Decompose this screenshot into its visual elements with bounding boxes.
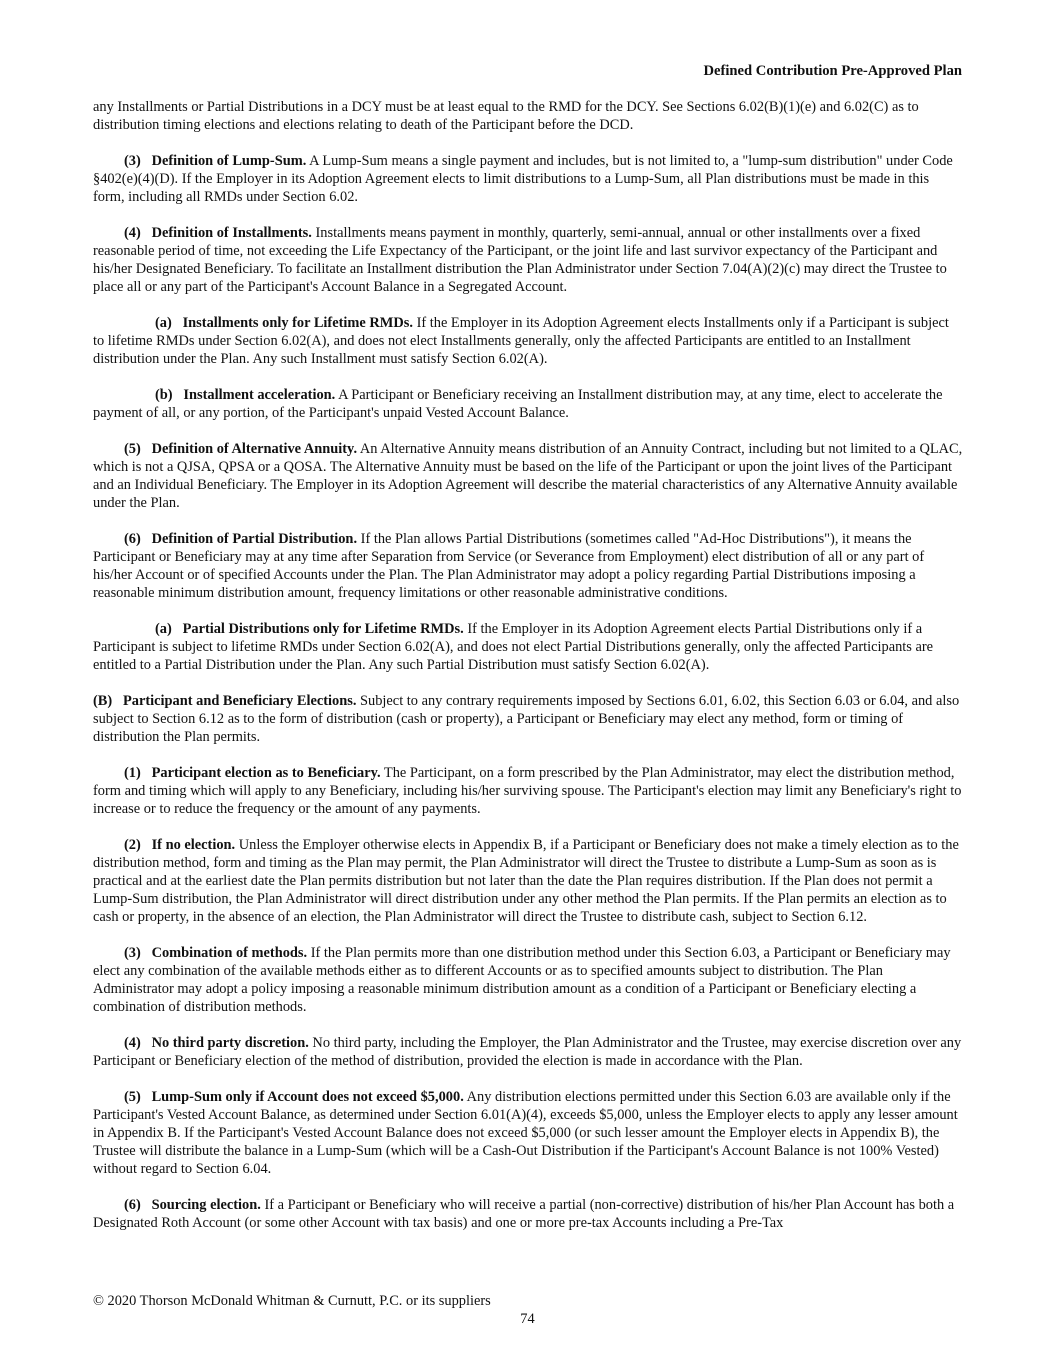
section-number: (a) xyxy=(155,315,172,331)
paragraph-text: If the Employer in its Adoption Agreement elects Partial Distributions only if a Participant is subject to lifetime RMDs under Section 6.02(A), and does not elect Partial Distributions generally, only the affected Participants are entitled to a Partial Distribution under the Plan. Any such Partial Distribution must satisfy Section 6.02(A). xyxy=(93,621,934,673)
paragraph xyxy=(93,386,963,422)
paragraph-text: No third party, including the Employer, the Plan Administrator and the Trustee, may exercise discretion over any Participant or Beneficiary election of the method of distribution, provided the election is made in accordance with the Plan. xyxy=(93,1035,962,1069)
paragraph-text: any Installments or Partial Distributions in a DCY must be at least equal to the RMD for the DCY. See Sections 6.02(B)(1)(e) and 6.02(C) as to distribution timing elections and elections relating to death of the Participant before the DCD. xyxy=(93,99,919,133)
page-number: 74 xyxy=(520,1311,535,1327)
section-heading: Definition of Installments. xyxy=(151,225,312,241)
section-heading: Definition of Alternative Annuity. xyxy=(151,441,358,457)
paragraph xyxy=(93,764,963,818)
paragraph-text: The Participant, on a form prescribed by the Plan Administrator, may elect the distribution method, form and timing which will apply to any Beneficiary, including his/her surviving spouse. The Participant's election may limit any Beneficiary's right to increase or to reduce the frequency or the amount of any payments. xyxy=(93,765,962,817)
paragraph-text: Subject to any contrary requirements imposed by Sections 6.01, 6.02, this Section 6.03 or 6.04, and also subject to Section 6.12 as to the form of distribution (cash or property), a Participant or Beneficiary may elect any method, form or timing of distribution the Plan permits. xyxy=(93,693,960,745)
section-number: (6) xyxy=(124,1197,141,1213)
paragraph xyxy=(93,620,963,674)
section-number: (3) xyxy=(124,945,141,961)
section-number: (5) xyxy=(124,1089,141,1105)
section-heading: Partial Distributions only for Lifetime RMDs. xyxy=(182,621,464,637)
paragraph-text: Installments means payment in monthly, quarterly, semi-annual, annual or other installments over a fixed reasonable period of time, not exceeding the Life Expectancy of the Participant, or the joint life and last survivor expectancy of the Participant and his/her Designated Beneficiary. To facilitate an Installment distribution the Plan Administrator under Section 7.04(A)(2)(c) may direct the Trustee to place all or any part of the Participant's Account Balance in a Segregated Account. xyxy=(93,225,947,295)
paragraph-text: An Alternative Annuity means distribution of an Annuity Contract, including but not limited to a QLAC, which is not a QJSA, QPSA or a QOSA. The Alternative Annuity must be based on the life of the Participant or upon the joint lives of the Participant and an Individual Beneficiary. The Employer in its Adoption Agreement will describe the material characteristics of any Alternative Annuity available under the Plan. xyxy=(93,441,963,511)
footer-copyright: © 2020 Thorson McDonald Whitman & Curnutt, P.C. or its suppliers xyxy=(93,1293,491,1309)
section-heading: Lump-Sum only if Account does not exceed $5,000. xyxy=(151,1089,464,1105)
paragraph xyxy=(93,440,963,512)
paragraph-text: If a Participant or Beneficiary who will receive a partial (non-corrective) distribution of his/her Plan Account has both a Designated Roth Account (or some other Account with tax basis) and one or more pre-tax Accounts including a Pre-Tax xyxy=(93,1197,955,1231)
section-number: (4) xyxy=(124,225,141,241)
section-heading: No third party discretion. xyxy=(151,1035,309,1051)
section-number: (B) xyxy=(93,693,113,709)
paragraph xyxy=(93,1088,963,1178)
paragraph-text: If the Plan permits more than one distribution method under this Section 6.03, a Participant or Beneficiary may elect any combination of the available methods either as to different Accounts or as to specified amounts subject to distribution. The Plan Administrator may adopt a policy imposing a reasonable minimum distribution amount as a condition of a Participant or Beneficiary electing a combination of distribution methods. xyxy=(93,945,951,1015)
section-number: (6) xyxy=(124,531,141,547)
section-heading: Installment acceleration. xyxy=(183,387,336,403)
page-header-title: Defined Contribution Pre-Approved Plan xyxy=(703,63,962,79)
section-number: (1) xyxy=(124,765,141,781)
paragraph xyxy=(93,1196,963,1232)
paragraph xyxy=(93,224,963,296)
section-number: (3) xyxy=(124,153,141,169)
paragraph xyxy=(93,530,963,602)
section-heading: Combination of methods. xyxy=(151,945,308,961)
paragraph xyxy=(93,836,963,926)
paragraph-text: Any distribution elections permitted under this Section 6.03 are available only if the Participant's Vested Account Balance, as determined under Section 6.01(A)(4), exceeds $5,000, unless the Employer elects to apply any lesser amount in Appendix B. If the Participant's Vested Account Balance does not exceed $5,000 (or such lesser amount the Employer elects in Appendix B), the Trustee will distribute the balance in a Lump-Sum (which will be a Cash-Out Distribution if the Participant's Account Balance is not 100% Vested) without regard to Section 6.04. xyxy=(93,1089,958,1177)
paragraph-text: If the Employer in its Adoption Agreement elects Installments only if a Participant is subject to lifetime RMDs under Section 6.02(A), and does not elect Installments generally, only the affected Participants are entitled to an Installment distribution under the Plan. Any such Installment must satisfy Section 6.02(A). xyxy=(93,315,949,367)
section-number: (2) xyxy=(124,837,141,853)
paragraph-text: A Lump-Sum means a single payment and includes, but is not limited to, a "lump-sum distribution" under Code §402(e)(4)(D). If the Employer in its Adoption Agreement elects to limit distributions to a Lump-Sum, all Plan distributions must be made in this form, including all RMDs under Section 6.02. xyxy=(93,153,953,205)
paragraph-text: A Participant or Beneficiary receiving an Installment distribution may, at any time, elect to accelerate the payment of all, or any portion, of the Participant's unpaid Vested Account Balance. xyxy=(93,387,943,421)
section-heading: If no election. xyxy=(151,837,236,853)
section-heading: Definition of Partial Distribution. xyxy=(151,531,358,547)
section-number: (a) xyxy=(155,621,172,637)
section-heading: Installments only for Lifetime RMDs. xyxy=(182,315,413,331)
document-body xyxy=(93,98,963,1250)
paragraph xyxy=(93,98,963,134)
paragraph xyxy=(93,1034,963,1070)
section-number: (b) xyxy=(155,387,173,403)
section-number: (4) xyxy=(124,1035,141,1051)
paragraph-text: If the Plan allows Partial Distributions (sometimes called "Ad-Hoc Distributions"), it means the Participant or Beneficiary may at any time after Separation from Service (or Severance from Employment) elect distribution of all or any part of his/her Account or of specified Accounts under the Plan. The Plan Administrator may adopt a policy regarding Partial Distributions imposing a reasonable minimum distribution amount, frequency limitations or other reasonable administrative conditions. xyxy=(93,531,925,601)
section-number: (5) xyxy=(124,441,141,457)
paragraph xyxy=(93,152,963,206)
section-heading: Participant and Beneficiary Elections. xyxy=(122,693,357,709)
section-heading: Definition of Lump-Sum. xyxy=(151,153,307,169)
section-heading: Sourcing election. xyxy=(151,1197,261,1213)
paragraph xyxy=(93,314,963,368)
paragraph xyxy=(93,692,963,746)
paragraph xyxy=(93,944,963,1016)
paragraph-text: Unless the Employer otherwise elects in Appendix B, if a Participant or Beneficiary does not make a timely election as to the distribution method, form and timing as the Plan may permit, the Plan Administrator will direct the Trustee to distribute a Lump-Sum as soon as is practical and at the earliest date the Plan permits distribution but not later than the date the Plan requires distribution. If the Plan does not permit a Lump-Sum distribution, the Plan Administrator will direct distribution under any other method the Plan permits. If the Plan permits an election as to cash or property, in the absence of an election, the Plan Administrator will direct the Trustee to distribute cash, subject to Section 6.12. xyxy=(93,837,959,925)
section-heading: Participant election as to Beneficiary. xyxy=(151,765,381,781)
